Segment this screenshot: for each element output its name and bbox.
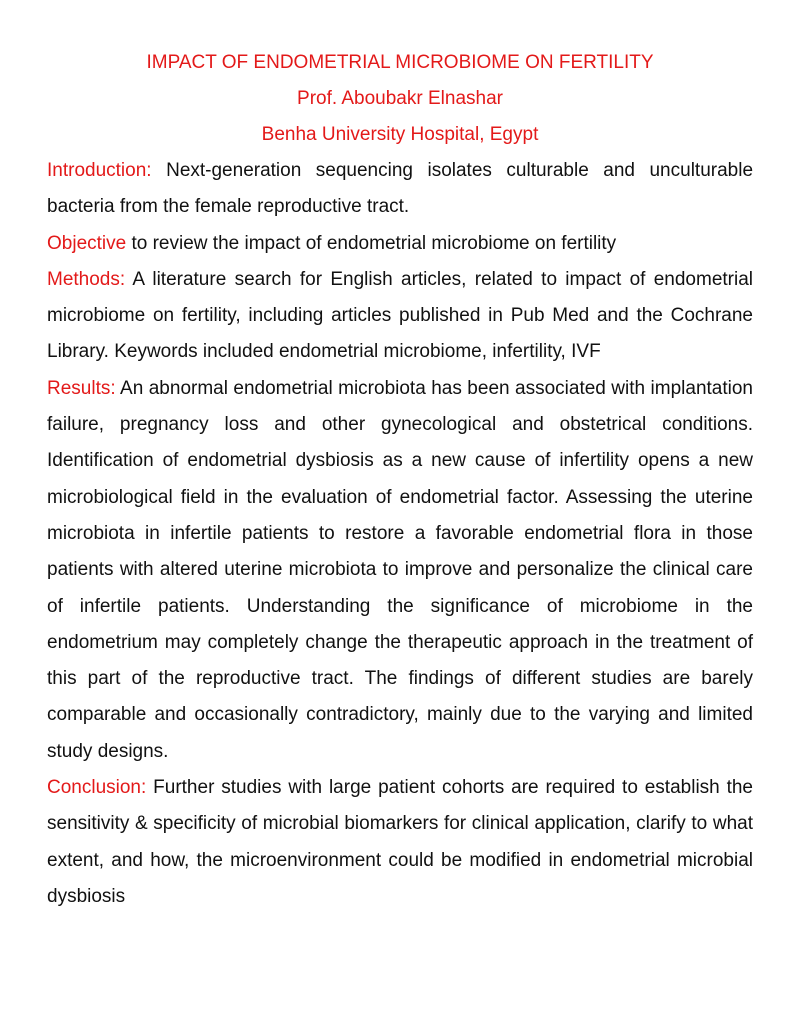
author-name: Prof. Aboubakr Elnashar xyxy=(297,88,503,109)
introduction-section xyxy=(47,153,753,226)
author-affiliation: Benha University Hospital, Egypt xyxy=(261,124,539,145)
objective-section xyxy=(47,226,753,262)
methods-section xyxy=(47,262,753,371)
objective-label: Objective xyxy=(47,232,127,254)
conclusion-section xyxy=(47,770,753,915)
methods-label: Methods: xyxy=(47,268,126,290)
introduction-label: Introduction: xyxy=(47,160,152,181)
conclusion-label: Conclusion: xyxy=(47,777,147,799)
introduction-text: Next-generation sequencing isolates culturable and unculturable bacteria from the female reproductive tract. xyxy=(47,160,754,218)
conclusion-text: Further studies with large patient cohorts are required to establish the sensitivity & specificity of microbial biomarkers for clinical application, clarify to what extent, and how, the microenvironment could be modified in endometrial microbial dysbiosis xyxy=(47,777,754,907)
results-label: Results: xyxy=(47,377,116,399)
results-section xyxy=(47,371,753,770)
methods-text: A literature search for English articles, related to impact of endometrial microbiome on fertility, including articles published in Pub Med and the Cochrane Library. Keywords included endometrial microbiome, infertility, IVF xyxy=(47,268,753,363)
document-title: IMPACT OF ENDOMETRIAL MICROBIOME ON FERTILITY xyxy=(146,52,654,73)
objective-text: to review the impact of endometrial microbiome on fertility xyxy=(131,232,617,254)
results-text: An abnormal endometrial microbiota has been associated with implantation failure, pregnancy loss and other gynecological and obstetrical conditions. Identification of endometrial dysbiosis as a new cause of infertility opens a new microbiological field in the evaluation of endometrial factor. Assessing the uterine microbiota in infertile patients to restore a favorable endometrial flora in those patients with altered uterine microbiota to improve and personalize the clinical care of infertile patients. Understanding the significance of microbiome in the endometrium may completely change the therapeutic approach in the treatment of this part of the reproductive tract. The findings of different studies are barely comparable and occasionally contradictory, mainly due to the varying and limited study designs. xyxy=(47,377,753,762)
